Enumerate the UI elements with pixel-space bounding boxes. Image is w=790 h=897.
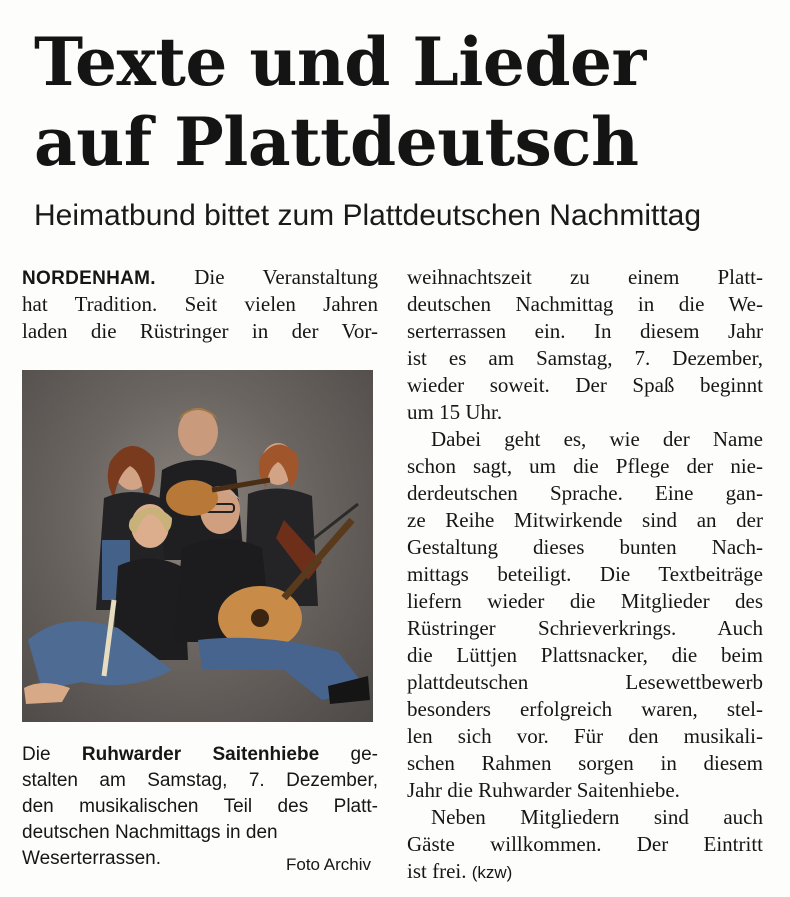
caption-text: ge-: [319, 744, 378, 765]
body-line: deutschen Nachmittag in die We-: [407, 292, 763, 316]
caption-line: den musikalischen Teil des Platt-: [22, 796, 378, 817]
body-line: derdeutschen Sprache. Eine gan-: [407, 481, 763, 505]
band-photo-illustration: [22, 370, 373, 722]
body-text: Die Veranstaltung: [194, 265, 378, 289]
headline-line-1: Texte und Lieder: [34, 23, 646, 101]
article-column-left: [22, 264, 378, 345]
photo-credit: Foto Archiv: [286, 855, 372, 874]
body-line: serterrassen ein. In diesem Jahr: [407, 319, 763, 343]
body-line: len sich vor. Für den musikali-: [407, 724, 763, 748]
body-line: [22, 264, 378, 291]
body-line: liefern wieder die Mitglieder des: [407, 589, 763, 613]
body-line: laden die Rüstringer in der Vor-: [22, 319, 378, 343]
subheadline: Heimatbund bittet zum Plattdeutschen Nachmittag: [34, 199, 702, 232]
band-photo: [22, 370, 373, 722]
caption-line: Weserterrassen.: [22, 848, 162, 869]
body-line: die Lüttjen Plattsnacker, die beim: [407, 643, 763, 667]
body-line: Gestaltung dieses bunten Nach-: [407, 535, 763, 559]
body-line: schon sagt, um die Pflege der nie-: [407, 454, 763, 478]
body-line: ist es am Samstag, 7. Dezember,: [407, 346, 763, 370]
body-line: besonders erfolgreich waren, stel-: [407, 697, 763, 721]
body-line: Dabei geht es, wie der Name: [431, 427, 763, 451]
dateline: NORDENHAM.: [22, 268, 156, 289]
headline-line-2: auf Plattdeutsch: [34, 103, 639, 181]
body-line: ze Reihe Mitwirkende sind an der: [407, 508, 763, 532]
body-line: Gäste willkommen. Der Eintritt: [407, 832, 763, 856]
caption-line: deutschen Nachmittags in den: [22, 822, 278, 843]
caption-line: stalten am Samstag, 7. Dezember,: [22, 770, 378, 791]
body-line: mittags beteiligt. Die Textbeiträge: [407, 562, 763, 586]
body-line: weihnachtszeit zu einem Platt-: [407, 265, 763, 289]
headline: [34, 22, 646, 182]
body-text: ist frei.: [407, 859, 467, 883]
body-line: wieder soweit. Der Spaß beginnt: [407, 373, 763, 397]
caption-prefix: Die: [22, 744, 82, 765]
caption-line: [22, 742, 378, 768]
body-line: Jahr die Ruhwarder Saitenhiebe.: [407, 778, 680, 802]
caption-band-name: Ruhwarder Saitenhiebe: [81, 744, 320, 765]
body-line: um 15 Uhr.: [407, 400, 503, 424]
article-column-right: [407, 264, 763, 885]
body-line: plattdeutschen Lesewettbewerb: [407, 670, 763, 694]
body-line: Neben Mitgliedern sind auch: [431, 805, 763, 829]
author-initials: (kzw): [471, 863, 513, 882]
body-line: Rüstringer Schrieverkrings. Auch: [407, 616, 763, 640]
body-line: hat Tradition. Seit vielen Jahren: [22, 292, 378, 316]
body-line: schen Rahmen sorgen in diesem: [407, 751, 763, 775]
body-line: [407, 858, 763, 885]
